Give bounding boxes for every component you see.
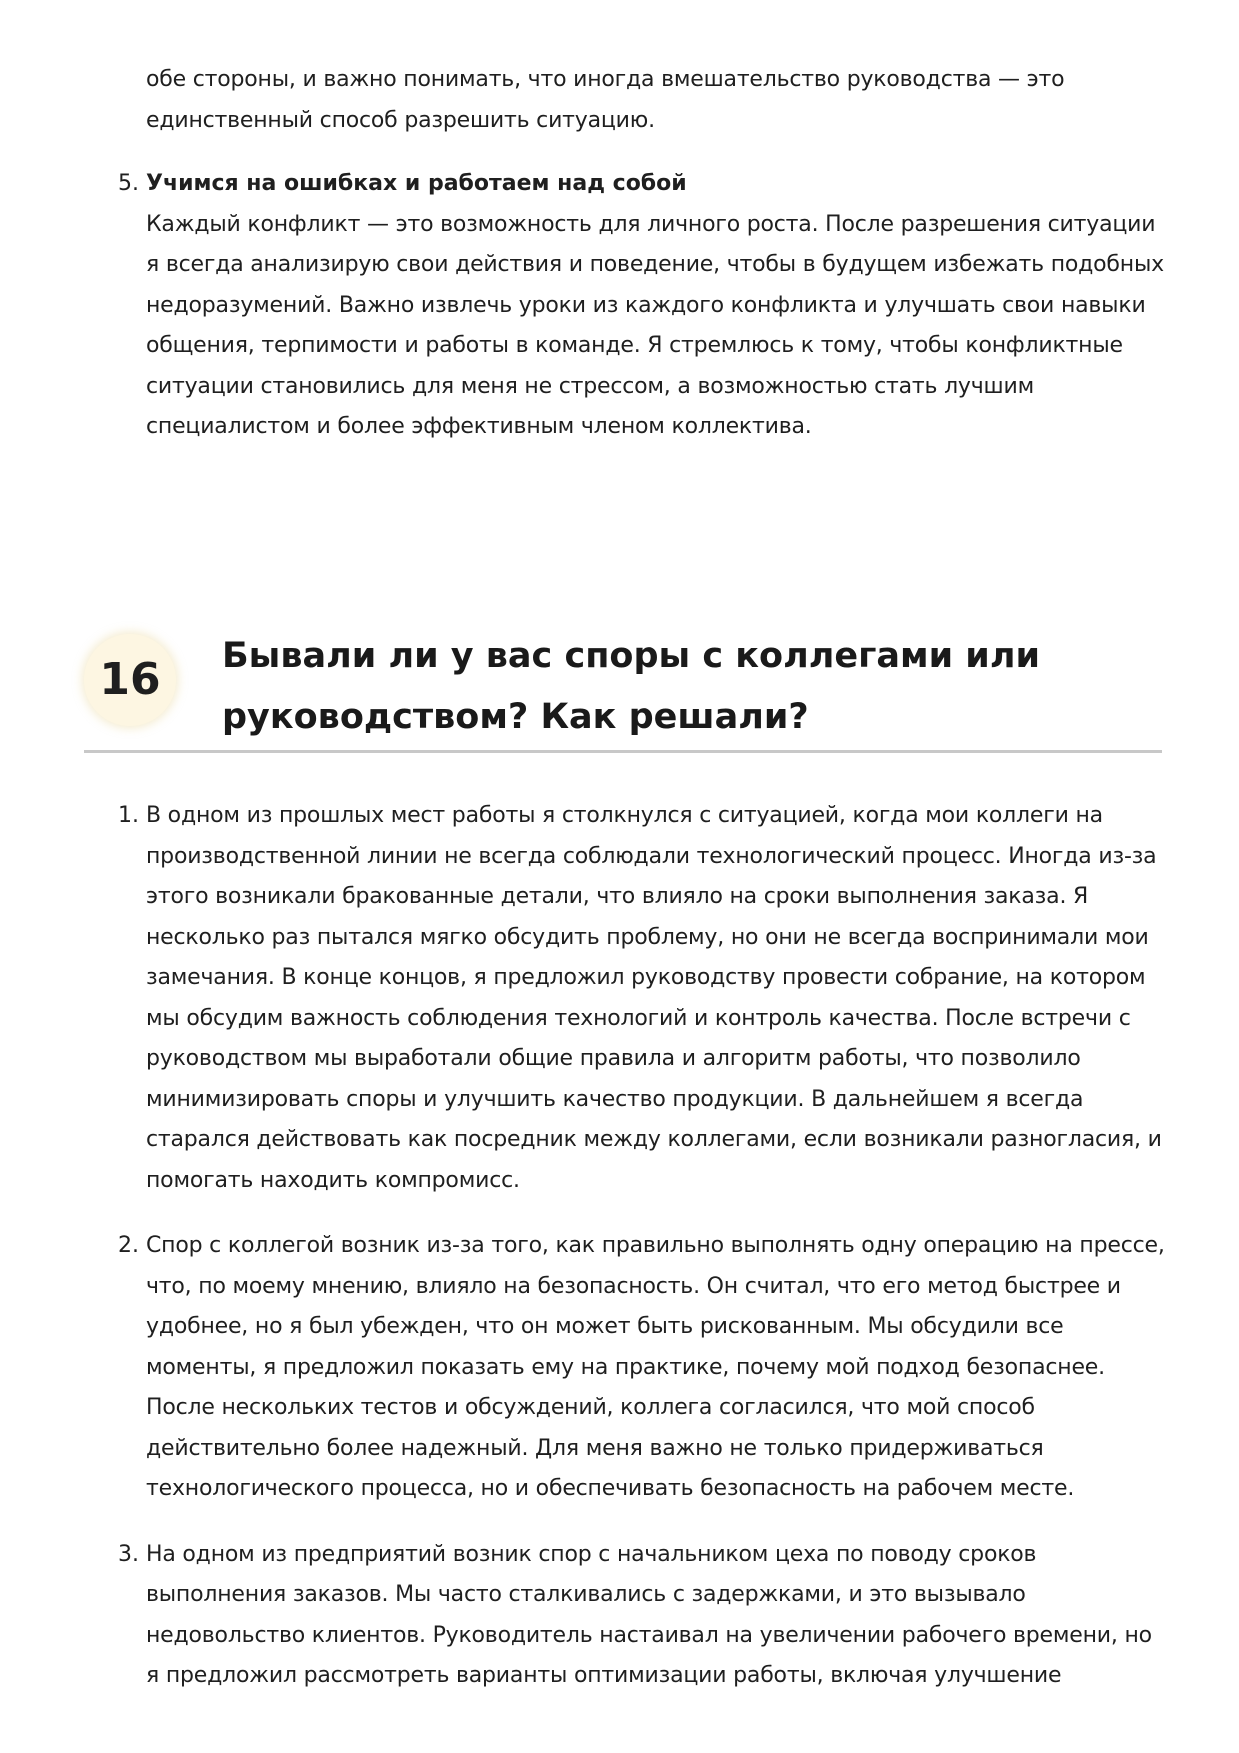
list-item-text: В одном из прошлых мест работы я столкнулся с ситуацией, когда мои коллеги на производственной линии не всегда соблюдали технологический процесс. Иногда из-за этого возникали бракованные детали, что влияло на сроки выполнения заказа. Я несколько раз пытался мягко обсудить проблему, но они не всегда воспринимали мои замечания. В конце концов, я предложил руководству провести собрание, на котором мы обсудим важность соблюдения технологий и контроль качества. После встречи с руководством мы выработали общие правила и алгоритм работы, что позволило минимизировать споры и улучшить качество продукции. В дальнейшем я всегда старался действовать как посредник между коллегами, если возникали разногласия, и помогать находить компромисс. — [146, 803, 1162, 1193]
list-item — [118, 164, 1168, 448]
question-number-badge — [84, 634, 176, 726]
answer-list — [118, 796, 1168, 1722]
previous-answer-list — [118, 164, 1168, 448]
header-divider — [84, 750, 1162, 753]
question-header — [84, 614, 1162, 754]
continuation-paragraph: обе стороны, и важно понимать, что иногда вмешательство руководства — это единственный способ разрешить ситуацию. — [146, 67, 1065, 133]
list-item-number: 5. — [118, 171, 139, 196]
list-item — [118, 1226, 1168, 1510]
question-number: 16 — [99, 654, 161, 705]
list-item — [118, 796, 1168, 1201]
question-title: Бывали ли у вас споры с коллегами или руководством? Как решали? — [222, 636, 1040, 737]
list-item-title: Учимся на ошибках и работаем над собой — [146, 171, 687, 196]
list-item-text: Спор с коллегой возник из-за того, как правильно выполнять одну операцию на прессе, что, по моему мнению, влияло на безопасность. Он считал, что его метод быстрее и удобнее, но я был убежден, что он может быть рискованным. Мы обсудили все моменты, я предложил показать ему на практике, почему мой подход безопаснее. После нескольких тестов и обсуждений, коллега согласился, что мой способ действительно более надежный. Для меня важно не только придерживаться технологического процесса, но и обеспечивать безопасность на рабочем месте. — [146, 1233, 1165, 1501]
list-item — [118, 1535, 1168, 1697]
list-item-text: Каждый конфликт — это возможность для личного роста. После разрешения ситуации я всегда анализирую свои действия и поведение, чтобы в будущем избежать подобных недоразумений. Важно извлечь уроки из каждого конфликта и улучшать свои навыки общения, терпимости и работы в команде. Я стремлюсь к тому, чтобы конфликтные ситуации становились для меня не стрессом, а возможностью стать лучшим специалистом и более эффективным членом коллектива. — [146, 211, 1164, 439]
list-item-number: 2. — [118, 1233, 139, 1258]
list-item-text: На одном из предприятий возник спор с начальником цеха по поводу сроков выполнения заказов. Мы часто сталкивались с задержками, и это вызывало недовольство клиентов. Руководитель настаивал на увеличении рабочего времени, но я предложил рассмотреть варианты оптимизации работы, включая улучшение — [146, 1541, 1152, 1688]
list-item-number: 1. — [118, 803, 139, 828]
list-item-number: 3. — [118, 1541, 139, 1567]
